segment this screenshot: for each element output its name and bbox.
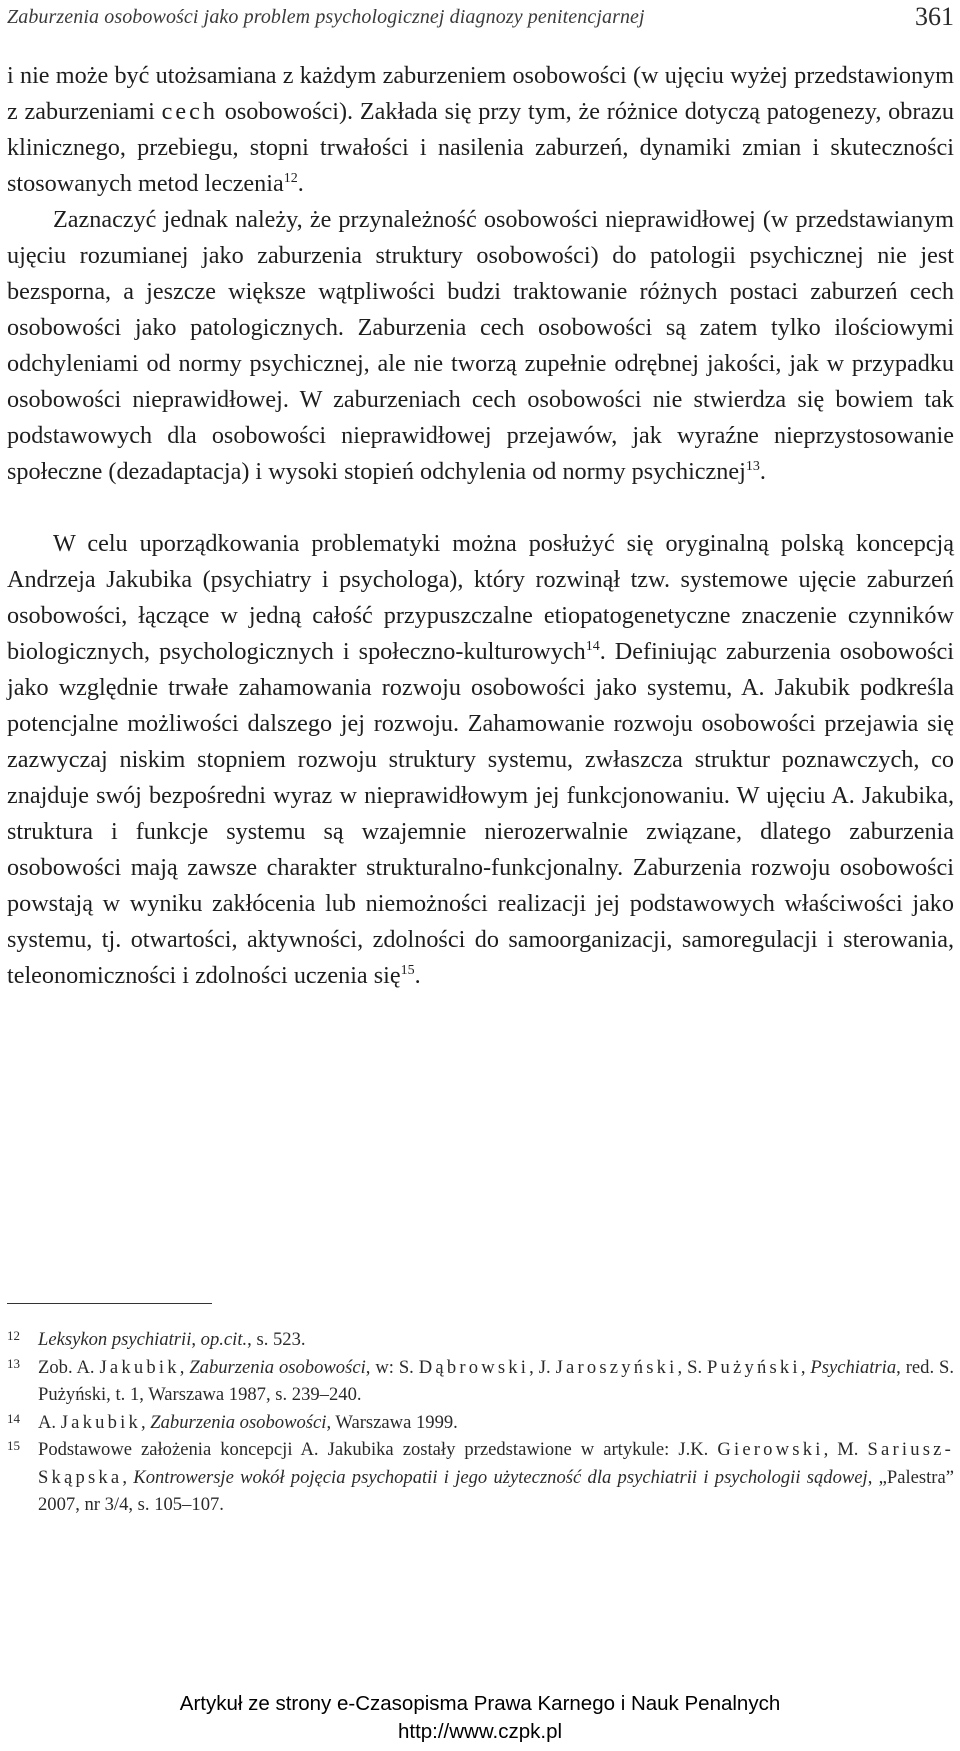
footnote-title: Zaburzenia osobowości	[189, 1356, 366, 1378]
running-header	[7, 2, 954, 34]
page-number: 361	[915, 2, 954, 31]
footnote-ref-15[interactable]: 15	[400, 963, 415, 978]
footnote-text: Zob. A.	[38, 1356, 100, 1378]
paragraph-3	[7, 526, 954, 994]
footer-source: Artykuł ze strony e-Czasopisma Prawa Karnego i Nauk Penalnych	[179, 1692, 781, 1715]
footnote-text: , w: S.	[365, 1356, 419, 1378]
footer-url-link[interactable]: http://www.czpk.pl	[397, 1720, 563, 1743]
footnote-author: Jaroszyński	[555, 1356, 678, 1378]
paragraph-1-text-b: osobowości). Zakłada się przy tym, że różnice dotyczą patogenezy, obrazu klinicznego, przebiegu, stopni trwałości i nasilenia zaburzeń, dynamiki zmian i skuteczności stosowanych metod leczenia	[7, 98, 954, 197]
footnote-author: Dąbrowski	[418, 1356, 530, 1378]
footnote-number: 12	[7, 1328, 20, 1343]
paragraph-1-spaced-word: cech	[161, 98, 218, 125]
footnote-14	[7, 1409, 954, 1437]
footnote-text: ,	[140, 1411, 151, 1433]
paragraph-2-text: Zaznaczyć jednak należy, że przynależność osobowości nieprawidłowej (w przedstawianym ujęciu rozumianej jako zaburzenia struktury osobowości) do patologii psychicznej nie jest bezsporna, a jeszcze większe wątpliwości budzi traktowanie różnych postaci zaburzeń cech osobowości jako patologicznych. Zaburzenia cech osobowości są zatem tylko ilościowymi odchyleniami od normy psychicznej, ale nie tworzą zupełnie odrębnej jakości, jak w przypadku osobowości nieprawidłowej. W zaburzeniach cech osobowości nie stwierdza się bowiem tak podstawowych dla osobowości nieprawidłowej przejawów, jak wyraźne nieprzystosowanie społeczne (dezadaptacja) i wysoki stopień odchylenia od normy psychicznej	[7, 206, 954, 485]
footnote-text: , M.	[823, 1439, 868, 1460]
paragraph-2-end: .	[759, 458, 766, 485]
footnote-text: , J.	[529, 1356, 556, 1378]
footnote-text: , red. S. Pużyński, t. 1, Warszawa 1987, s. 239–240.	[38, 1356, 954, 1405]
footnote-text: , s. 523.	[247, 1329, 306, 1350]
paragraph-3-text-a: W celu uporządkowania problematyki można posłużyć się oryginalną polską koncepcją Andrzeja Jakubika (psychiatry i psychologa), który rozwinął tzw. systemowe ujęcie zaburzeń osobowości, łączące w jedną całość przypuszczalne etiopatogenetyczne znaczenie czynników biologicznych, psychologicznych i społeczno-kulturowych	[7, 530, 954, 665]
footnote-number: 15	[7, 1438, 20, 1453]
footnote-text: ,	[122, 1466, 134, 1488]
footnote-author: Gierowski	[717, 1439, 824, 1460]
footnote-author: Pużyński	[707, 1356, 801, 1378]
footnote-number: 13	[7, 1355, 20, 1371]
footnote-text: ,	[800, 1356, 811, 1378]
footnote-divider	[7, 1303, 212, 1304]
paragraph-3-end: .	[414, 962, 421, 989]
footnote-text: Podstawowe założenia koncepcji A. Jakubika zostały przedstawione w artykule: J.K.	[38, 1439, 718, 1460]
paragraph-1	[7, 58, 954, 202]
footnote-title: Kontrowersje wokół pojęcia psychopatii i jego użyteczność dla psychiatrii i psychologii sądowej	[133, 1466, 868, 1488]
footnote-ref-13[interactable]: 13	[745, 459, 760, 474]
footnote-text: ,	[191, 1329, 201, 1350]
footnote-ref-12[interactable]: 12	[283, 171, 298, 186]
footnote-12	[7, 1326, 954, 1354]
paragraph-2	[7, 202, 954, 490]
footnote-15	[7, 1436, 954, 1519]
paragraph-1-text-a: i nie może być utożsamiana z każdym zaburzeniem osobowości (w ujęciu wyżej przedstawionym z zaburzeniami	[7, 62, 954, 125]
body-text	[7, 58, 954, 994]
footnote-title: Zaburzenia osobowości	[150, 1411, 327, 1433]
footnote-author: Sariusz-Skąpska	[38, 1439, 954, 1488]
footnote-text: , Warszawa 1999.	[326, 1411, 458, 1433]
footnotes	[7, 1326, 954, 1519]
footnote-title: Psychiatria	[810, 1356, 897, 1378]
footnote-text: , „Palestra” 2007, nr 3/4, s. 105–107.	[38, 1466, 954, 1515]
footnote-13	[7, 1354, 954, 1409]
footnote-abbrev: op.cit.	[200, 1329, 248, 1350]
footnote-text: , S.	[677, 1356, 708, 1378]
footnote-number: 14	[7, 1410, 20, 1426]
footnote-author: Jakubik	[99, 1356, 180, 1378]
footnote-text: ,	[179, 1356, 190, 1378]
footnote-ref-14[interactable]: 14	[585, 639, 600, 654]
footnote-text: A.	[38, 1411, 61, 1433]
footnote-title: Leksykon psychiatrii	[38, 1329, 192, 1350]
running-title: Zaburzenia osobowości jako problem psychologicznej diagnozy penitencjarnej	[7, 6, 645, 28]
paragraph-1-end: .	[297, 170, 304, 197]
footnote-author: Jakubik	[60, 1411, 141, 1433]
paragraph-3-text-b: . Definiując zaburzenia osobowości jako względnie trwałe zahamowania rozwoju osobowości jako systemu, A. Jakubik podkreśla potencjalne możliwości dalszego jej rozwoju. Zahamowanie rozwoju osobowości przejawia się zazwyczaj niskim stopniem rozwoju struktury systemu, zwłaszcza struktur poznawczych, co znajduje swój bezpośredni wyraz w nieprawidłowym jej funkcjonowaniu. W ujęciu A. Jakubika, struktura i funkcje systemu są wzajemnie nierozerwalnie związane, dlatego zaburzenia osobowości mają zawsze charakter strukturalno-funkcjonalny. Zaburzenia rozwoju osobowości powstają w wyniku zakłócenia lub niemożności realizacji jej podstawowych właściwości jako systemu, tj. otwartości, aktywności, zdolności do samoorganizacji, samoregulacji i sterowania, teleonomiczności i zdolności uczenia się	[7, 638, 954, 989]
